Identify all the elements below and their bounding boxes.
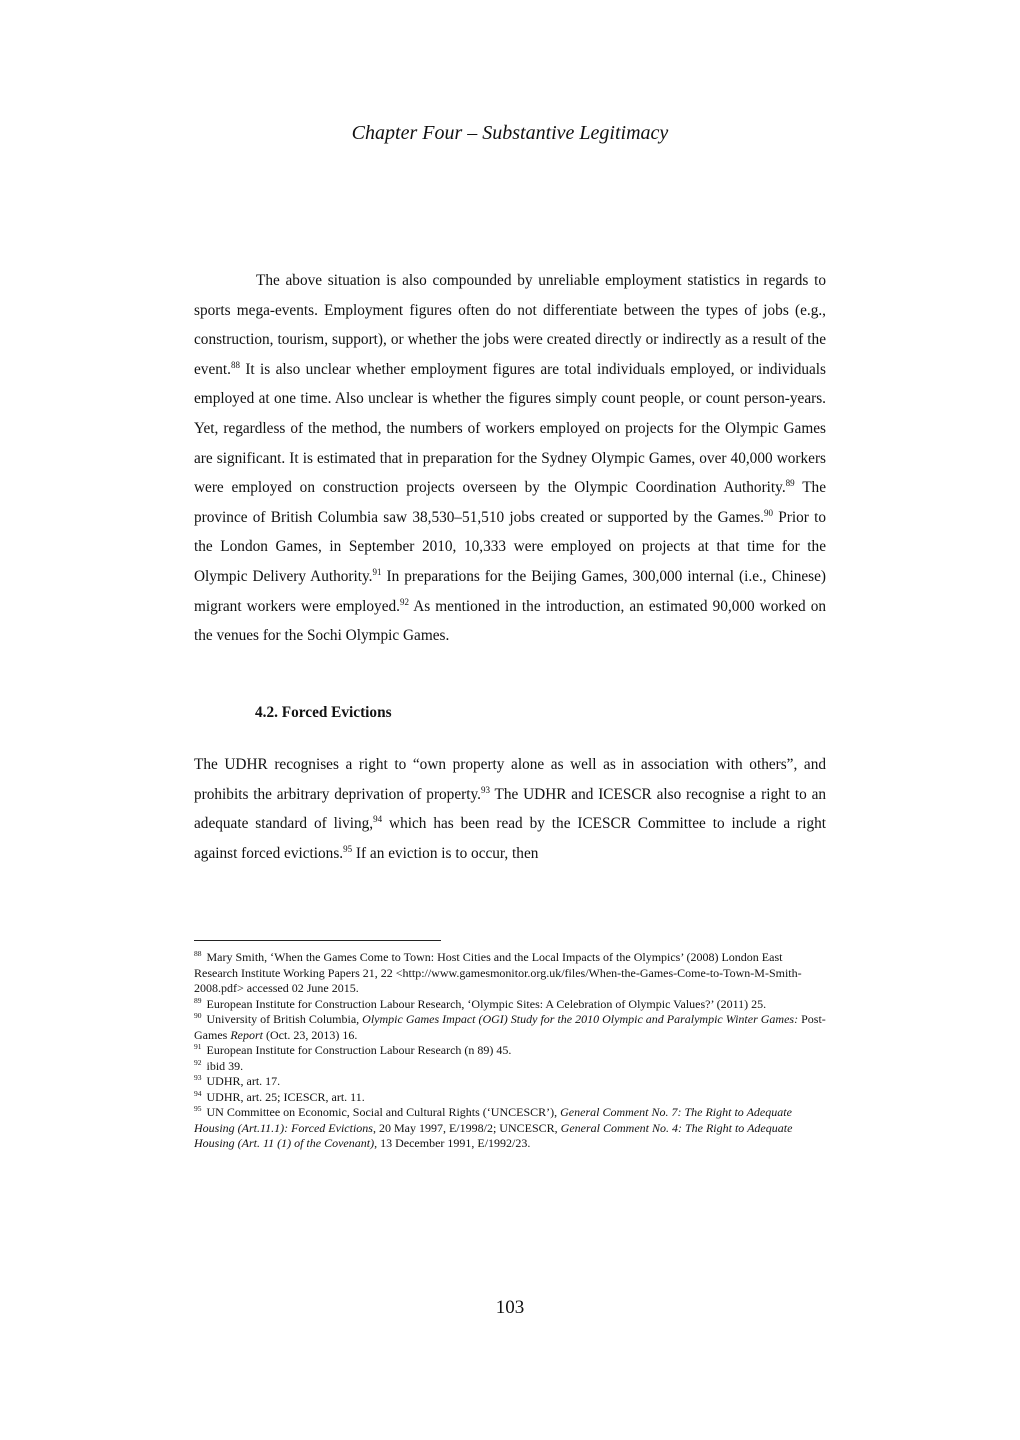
footnote-number: 90 xyxy=(194,1011,202,1020)
page-number: 103 xyxy=(495,1297,525,1318)
running-header: Chapter Four – Substantive Legitimacy xyxy=(351,122,669,144)
footnote-text: European Institute for Construction Labour Research (n 89) 45. xyxy=(206,1043,512,1057)
paragraph-text: If an eviction is to occur, then xyxy=(352,844,539,862)
paragraph-text: The UDHR and ICESCR also recognise a right to an adequate standard of living, xyxy=(194,785,827,833)
footnote-89 xyxy=(194,997,826,1013)
footnote-number: 94 xyxy=(194,1088,202,1098)
footnote-title: General Comment No. 7: The Right to Adequate Housing (Art.11.1): Forced Evictions xyxy=(194,1105,792,1135)
footnote-text: UDHR, art. 25; ICESCR, art. 11. xyxy=(206,1089,365,1104)
footnote-number: 89 xyxy=(194,995,202,1005)
footnote-separator xyxy=(194,940,441,941)
footnote-number: 93 xyxy=(194,1073,202,1082)
paragraph-text: The above situation is also compounded by unreliable employment statistics in regards to sports mega-events. Employment figures often do not differentiate between the types of jobs (e.g., construction, tourism, support), or whether the jobs were created directly or indirectly as a result of the event. xyxy=(194,272,826,378)
footnote-ref-88[interactable]: 88 xyxy=(230,359,240,370)
footnote-95 xyxy=(194,1105,826,1152)
paragraph-text: As mentioned in the introduction, an estimated 90,000 worked on the venues for the Sochi Olympic Games. xyxy=(194,597,826,645)
footnote-ref-93[interactable]: 93 xyxy=(480,784,490,795)
footnote-text: ibid 39. xyxy=(206,1058,244,1073)
footnote-ref-90[interactable]: 90 xyxy=(763,507,773,518)
footnote-ref-91[interactable]: 91 xyxy=(372,566,382,577)
footnote-text: UN Committee on Economic, Social and Cultural Rights (‘UNCESCR’), xyxy=(206,1105,561,1119)
footnote-93 xyxy=(194,1074,826,1090)
footnote-number: 92 xyxy=(194,1057,202,1067)
footnote-ref-94[interactable]: 94 xyxy=(373,814,383,825)
paragraph-text: Prior to the London Games, in September 2010, 10,333 were employed on projects at that time for the Olympic Delivery Authority. xyxy=(194,508,827,585)
footnote-number: 95 xyxy=(194,1104,202,1113)
paragraph-text: It is also unclear whether employment figures are total individuals employed, or individuals employed at one time. Also unclear is whether the figures simply count people, or count person-years. Yet, regardless of the method, the numbers of workers employed on projects for the Olympic Games are significant. It is estimated that in preparation for the Sydney Olympic Games, over 40,000 workers were employed on construction projects overseen by the Olympic Coordination Authority. xyxy=(194,360,826,497)
body-paragraph xyxy=(194,266,826,651)
footnote-text: European Institute for Construction Labour Research, ‘Olympic Sites: A Celebration of Olympic Values?’ (2011) 25. xyxy=(206,996,767,1011)
footnote-number: 91 xyxy=(194,1042,202,1051)
footnote-title: General Comment No. 4: The Right to Adequate Housing (Art. 11 (1) of the Covenant) xyxy=(194,1120,793,1150)
footnote-text: UDHR, art. 17. xyxy=(206,1074,281,1088)
footnote-text: , 13 December 1991, E/1992/23. xyxy=(374,1136,531,1150)
footnote-90 xyxy=(194,1012,826,1043)
footnote-ref-89[interactable]: 89 xyxy=(785,478,795,489)
footnote-text: , 20 May 1997, E/1998/2; UNCESCR, xyxy=(372,1120,561,1135)
paragraph-text: which has been read by the ICESCR Committee to include a right against forced evictions. xyxy=(194,815,826,862)
footnotes xyxy=(194,950,826,1152)
footnote-text: University of British Columbia xyxy=(206,1012,357,1026)
paragraph-text: The UDHR recognises a right to “own property alone as well as in association with others”, and prohibits the arbitrary deprivation of property. xyxy=(194,756,826,803)
footnote-number: 88 xyxy=(194,949,202,958)
body-paragraph xyxy=(194,750,826,868)
footnote-text: (Oct. 23, 2013) 16. xyxy=(263,1027,358,1042)
section-heading: 4.2. Forced Evictions xyxy=(255,704,392,721)
footnote-text: Mary Smith, ‘When the Games Come to Town: Host Cities and the Local Impacts of the Olympics’ (2008) London East Research Institute Working Papers 21, 22 <http://www.gamesmonitor.org.uk/files/When-the-Games-Come-to-Town-M-Smith-2008.pdf> accessed 02 June 2015. xyxy=(194,950,802,995)
paragraph-text: The province of British Columbia saw 38,530–51,510 jobs created or supported by the Games. xyxy=(194,479,826,526)
footnote-88 xyxy=(194,950,826,997)
footnote-title: , Olympic Games Impact (OGI) Study for the 2010 Olympic and Paralympic Winter Games: xyxy=(356,1012,799,1026)
footnote-title: Report xyxy=(230,1027,263,1042)
footnote-91 xyxy=(194,1043,826,1059)
footnote-ref-92[interactable]: 92 xyxy=(399,596,409,607)
footnote-ref-95[interactable]: 95 xyxy=(343,843,353,854)
paragraph-text: In preparations for the Beijing Games, 300,000 internal (i.e., Chinese) migrant workers were employed. xyxy=(194,567,826,615)
footnote-92 xyxy=(194,1059,826,1075)
footnote-text: Post-Games xyxy=(194,1012,826,1042)
footnote-94 xyxy=(194,1090,826,1106)
